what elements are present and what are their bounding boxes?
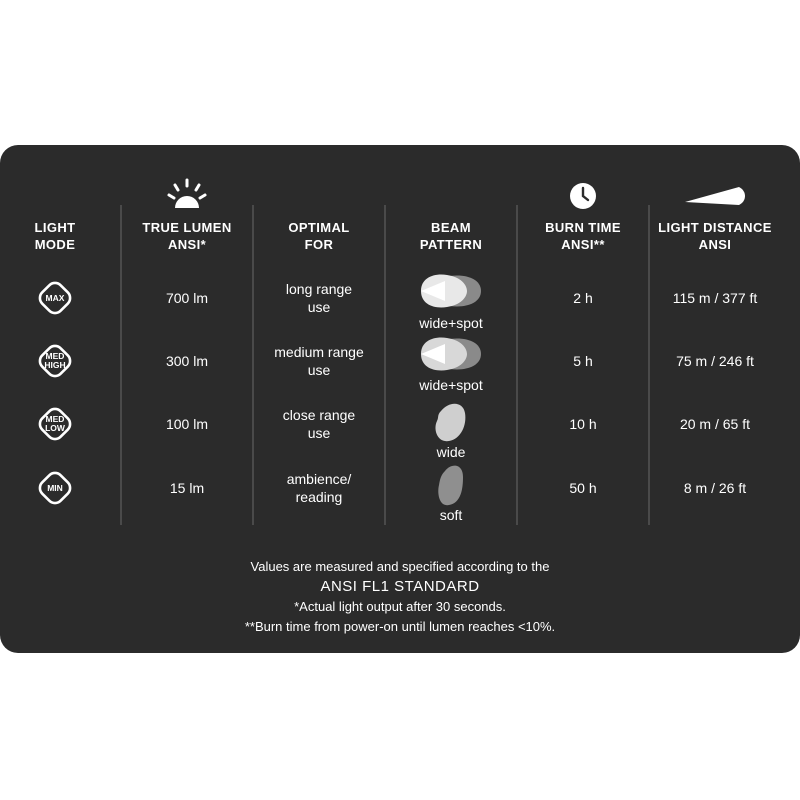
burn-time-value: 5 h — [573, 353, 593, 369]
light-mode-header: LIGHT MODE — [34, 220, 76, 252]
distance-value: 8 m / 26 ft — [683, 480, 747, 496]
beam-label: wide+spot — [419, 315, 483, 331]
footnote-lumen: *Actual light output after 30 seconds. — [294, 599, 506, 614]
optimal-use-text: ambience/ reading — [286, 471, 352, 505]
footnote-burn-time: **Burn time from power-on until lumen reaches <10%. — [244, 619, 556, 634]
wide-spot-beam-icon — [415, 334, 487, 374]
burn-time-value: 2 h — [573, 290, 593, 306]
wide-spot-beam-icon — [415, 271, 487, 311]
burn-time-value: 10 h — [569, 416, 597, 432]
burn-time-value: 50 h — [569, 480, 597, 496]
mode-badge-max: MAX — [34, 277, 76, 319]
beam-pattern-header: BEAM PATTERN — [419, 220, 483, 252]
standard-name: ANSI FL1 STANDARD — [320, 578, 480, 595]
clock-icon — [569, 182, 597, 210]
spec-table-card — [0, 145, 800, 653]
lumen-value: 100 lm — [165, 416, 209, 432]
lumen-value: 700 lm — [165, 290, 209, 306]
optimal-use-text: close range use — [282, 407, 356, 441]
soft-beam-icon — [431, 463, 471, 507]
light-distance-header: LIGHT DISTANCE ANSI — [658, 220, 772, 252]
beam-label: wide+spot — [419, 377, 483, 393]
true-lumen-header: TRUE LUMEN ANSI* — [142, 220, 232, 252]
beam-label: wide — [436, 444, 466, 460]
mode-badge-med-high: MED HIGH — [34, 340, 76, 382]
mode-badge-min: MIN — [34, 467, 76, 509]
lumen-value: 15 lm — [169, 480, 205, 496]
optimal-use-text: medium range use — [274, 344, 364, 378]
distance-value: 115 m / 377 ft — [672, 290, 758, 306]
footer-notes — [0, 557, 800, 637]
lumen-value: 300 lm — [165, 353, 209, 369]
optimal-for-header: OPTIMAL FOR — [288, 220, 350, 252]
beam-label: soft — [439, 507, 463, 523]
burn-time-header: BURN TIME ANSI** — [545, 220, 621, 252]
sun-icon — [167, 178, 207, 210]
mode-badge-med-low: MED LOW — [34, 403, 76, 445]
wide-beam-icon — [431, 401, 471, 443]
optimal-use-text: long range use — [285, 281, 353, 315]
distance-value: 20 m / 65 ft — [679, 416, 751, 432]
footer-line: Values are measured and specified according to the — [250, 559, 550, 574]
distance-value: 75 m / 246 ft — [676, 353, 754, 369]
beam-cone-icon — [683, 185, 747, 207]
